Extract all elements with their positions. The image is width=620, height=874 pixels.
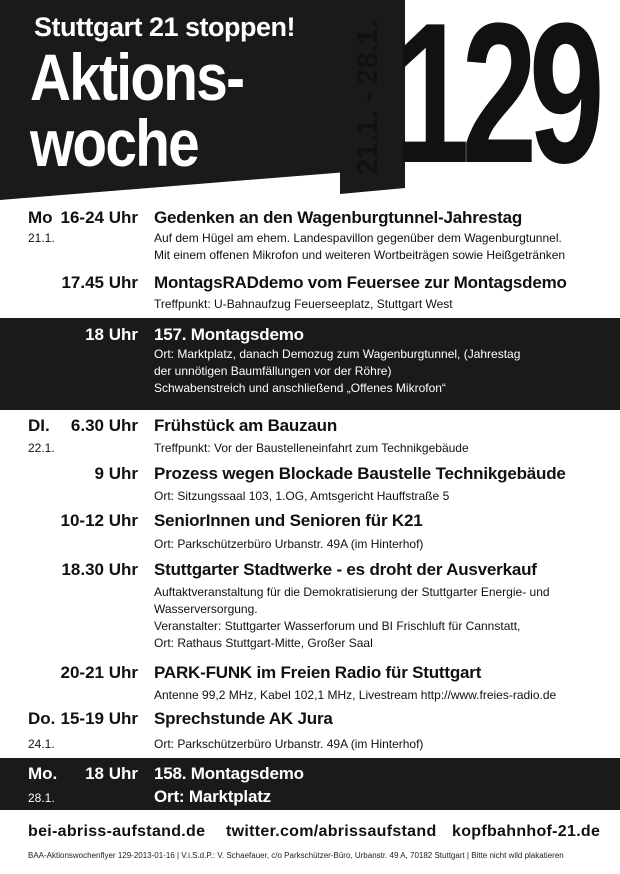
event-time: 20-21 Uhr — [60, 663, 138, 682]
event-description-line: Ort: Marktplatz, danach Demozug zum Wagenburgtunnel, (Jahrestag — [154, 347, 521, 361]
event-location: Ort: Marktplatz — [154, 787, 271, 806]
event-title: Prozess wegen Blockade Baustelle Technikgebäude — [154, 464, 566, 483]
event-description — [154, 584, 550, 652]
event-day: Mo — [28, 208, 53, 227]
event-description-line: Wasserversorgung. — [154, 602, 258, 616]
header-date-range: 21.1. - 28.1. — [352, 20, 384, 175]
event-time: 18 Uhr — [85, 325, 138, 344]
event-block — [0, 410, 620, 462]
event-block — [0, 658, 620, 706]
footer-link-website[interactable]: bei-abriss-aufstand.de — [28, 823, 206, 840]
event-title: 158. Montagsdemo — [154, 764, 304, 783]
header-week-number: 129 — [394, 0, 597, 205]
event-description-line: Ort: Sitzungssaal 103, 1.OG, Amtsgericht Hauffstraße 5 — [154, 489, 450, 503]
event-description — [154, 440, 469, 457]
event-description — [154, 488, 449, 505]
event-description-line: Ort: Parkschützerbüro Urbanstr. 49A (im Hinterhof) — [154, 737, 424, 751]
event-date: 22.1. — [28, 441, 55, 455]
event-description-line: Antenne 99,2 MHz, Kabel 102,1 MHz, Livestream http://www.freies-radio.de — [154, 688, 557, 702]
event-block — [0, 706, 620, 758]
event-description — [154, 736, 423, 753]
header-subtitle: Stuttgart 21 stoppen! — [34, 12, 296, 42]
event-description — [154, 230, 565, 264]
event-title: 157. Montagsdemo — [154, 325, 304, 344]
event-day: Mo. — [28, 764, 58, 783]
event-description-line: Schwabenstreich und anschließend „Offenes Mikrofon“ — [154, 381, 446, 395]
event-block — [0, 272, 620, 318]
event-description — [154, 536, 423, 553]
event-time: 10-12 Uhr — [60, 511, 138, 530]
event-description-line: Treffpunkt: Vor der Baustelleneinfahrt zum Technikgebäude — [154, 441, 469, 455]
event-date: 28.1. — [28, 791, 55, 805]
event-time: 18.30 Uhr — [61, 560, 138, 579]
event-date: 21.1. — [28, 231, 55, 245]
event-description — [154, 346, 520, 397]
event-block — [0, 204, 620, 272]
event-title: SeniorInnen und Senioren für K21 — [154, 511, 423, 530]
footer-link-twitter[interactable]: twitter.com/abrissaufstand — [226, 823, 437, 840]
event-block — [0, 462, 620, 508]
footer-link-kopfbahnhof[interactable]: kopfbahnhof-21.de — [452, 823, 601, 840]
event-description-line: Ort: Rathaus Stuttgart-Mitte, Großer Saal — [154, 636, 373, 650]
event-time: 9 Uhr — [94, 464, 138, 483]
event-title: Sprechstunde AK Jura — [154, 709, 333, 728]
event-description-line: Mit einem offenen Mikrofon und weiteren Wortbeiträgen sowie Heißgetränken — [154, 248, 566, 262]
event-title: Stuttgarter Stadtwerke - es droht der Ausverkauf — [154, 560, 537, 579]
event-time: 18 Uhr — [85, 764, 138, 783]
event-title: MontagsRADdemo vom Feuersee zur Montagsdemo — [154, 273, 567, 292]
imprint-text: BAA-Aktionswochenflyer 129-2013-01-16 | V.i.S.d.P.: V. Schaefauer, c/o Parkschützer-Büro, Urbanstr. 49 A, 70182 Stuttgart | Bitte nicht wild plakatieren — [28, 851, 564, 860]
footer-links — [0, 823, 620, 847]
event-description-line: Auftaktveranstaltung für die Demokratisierung der Stuttgarter Energie- und — [154, 585, 550, 599]
event-time: 17.45 Uhr — [61, 273, 138, 292]
event-time: 15-19 Uhr — [60, 709, 138, 728]
event-block — [0, 508, 620, 558]
event-description-line: der unnötigen Baumfällungen vor der Röhre) — [154, 364, 392, 378]
event-title: Gedenken an den Wagenburgtunnel-Jahrestag — [154, 208, 523, 227]
event-date: 24.1. — [28, 737, 55, 751]
event-time: 6.30 Uhr — [70, 416, 138, 435]
event-block-highlight — [0, 758, 620, 810]
event-day: Do. — [28, 709, 56, 728]
header-title-line2: woche — [30, 106, 199, 180]
event-description — [154, 687, 556, 704]
event-description — [154, 296, 453, 313]
event-description-line: Auf dem Hügel am ehem. Landespavillon gegenüber dem Wagenburgtunnel. — [154, 231, 562, 245]
event-title: PARK-FUNK im Freien Radio für Stuttgart — [154, 663, 482, 682]
event-description-line: Treffpunkt: U-Bahnaufzug Feuerseeplatz, Stuttgart West — [154, 297, 453, 311]
event-day: DI. — [28, 416, 50, 435]
event-time: 16-24 Uhr — [60, 208, 138, 227]
event-description-line: Ort: Parkschützerbüro Urbanstr. 49A (im Hinterhof) — [154, 537, 424, 551]
event-block — [0, 558, 620, 658]
event-block-highlight — [0, 318, 620, 410]
header-title-line1: Aktions- — [30, 40, 244, 114]
event-title: Frühstück am Bauzaun — [154, 416, 338, 435]
event-description-line: Veranstalter: Stuttgarter Wasserforum und BI Frischluft für Cannstatt, — [154, 619, 521, 633]
